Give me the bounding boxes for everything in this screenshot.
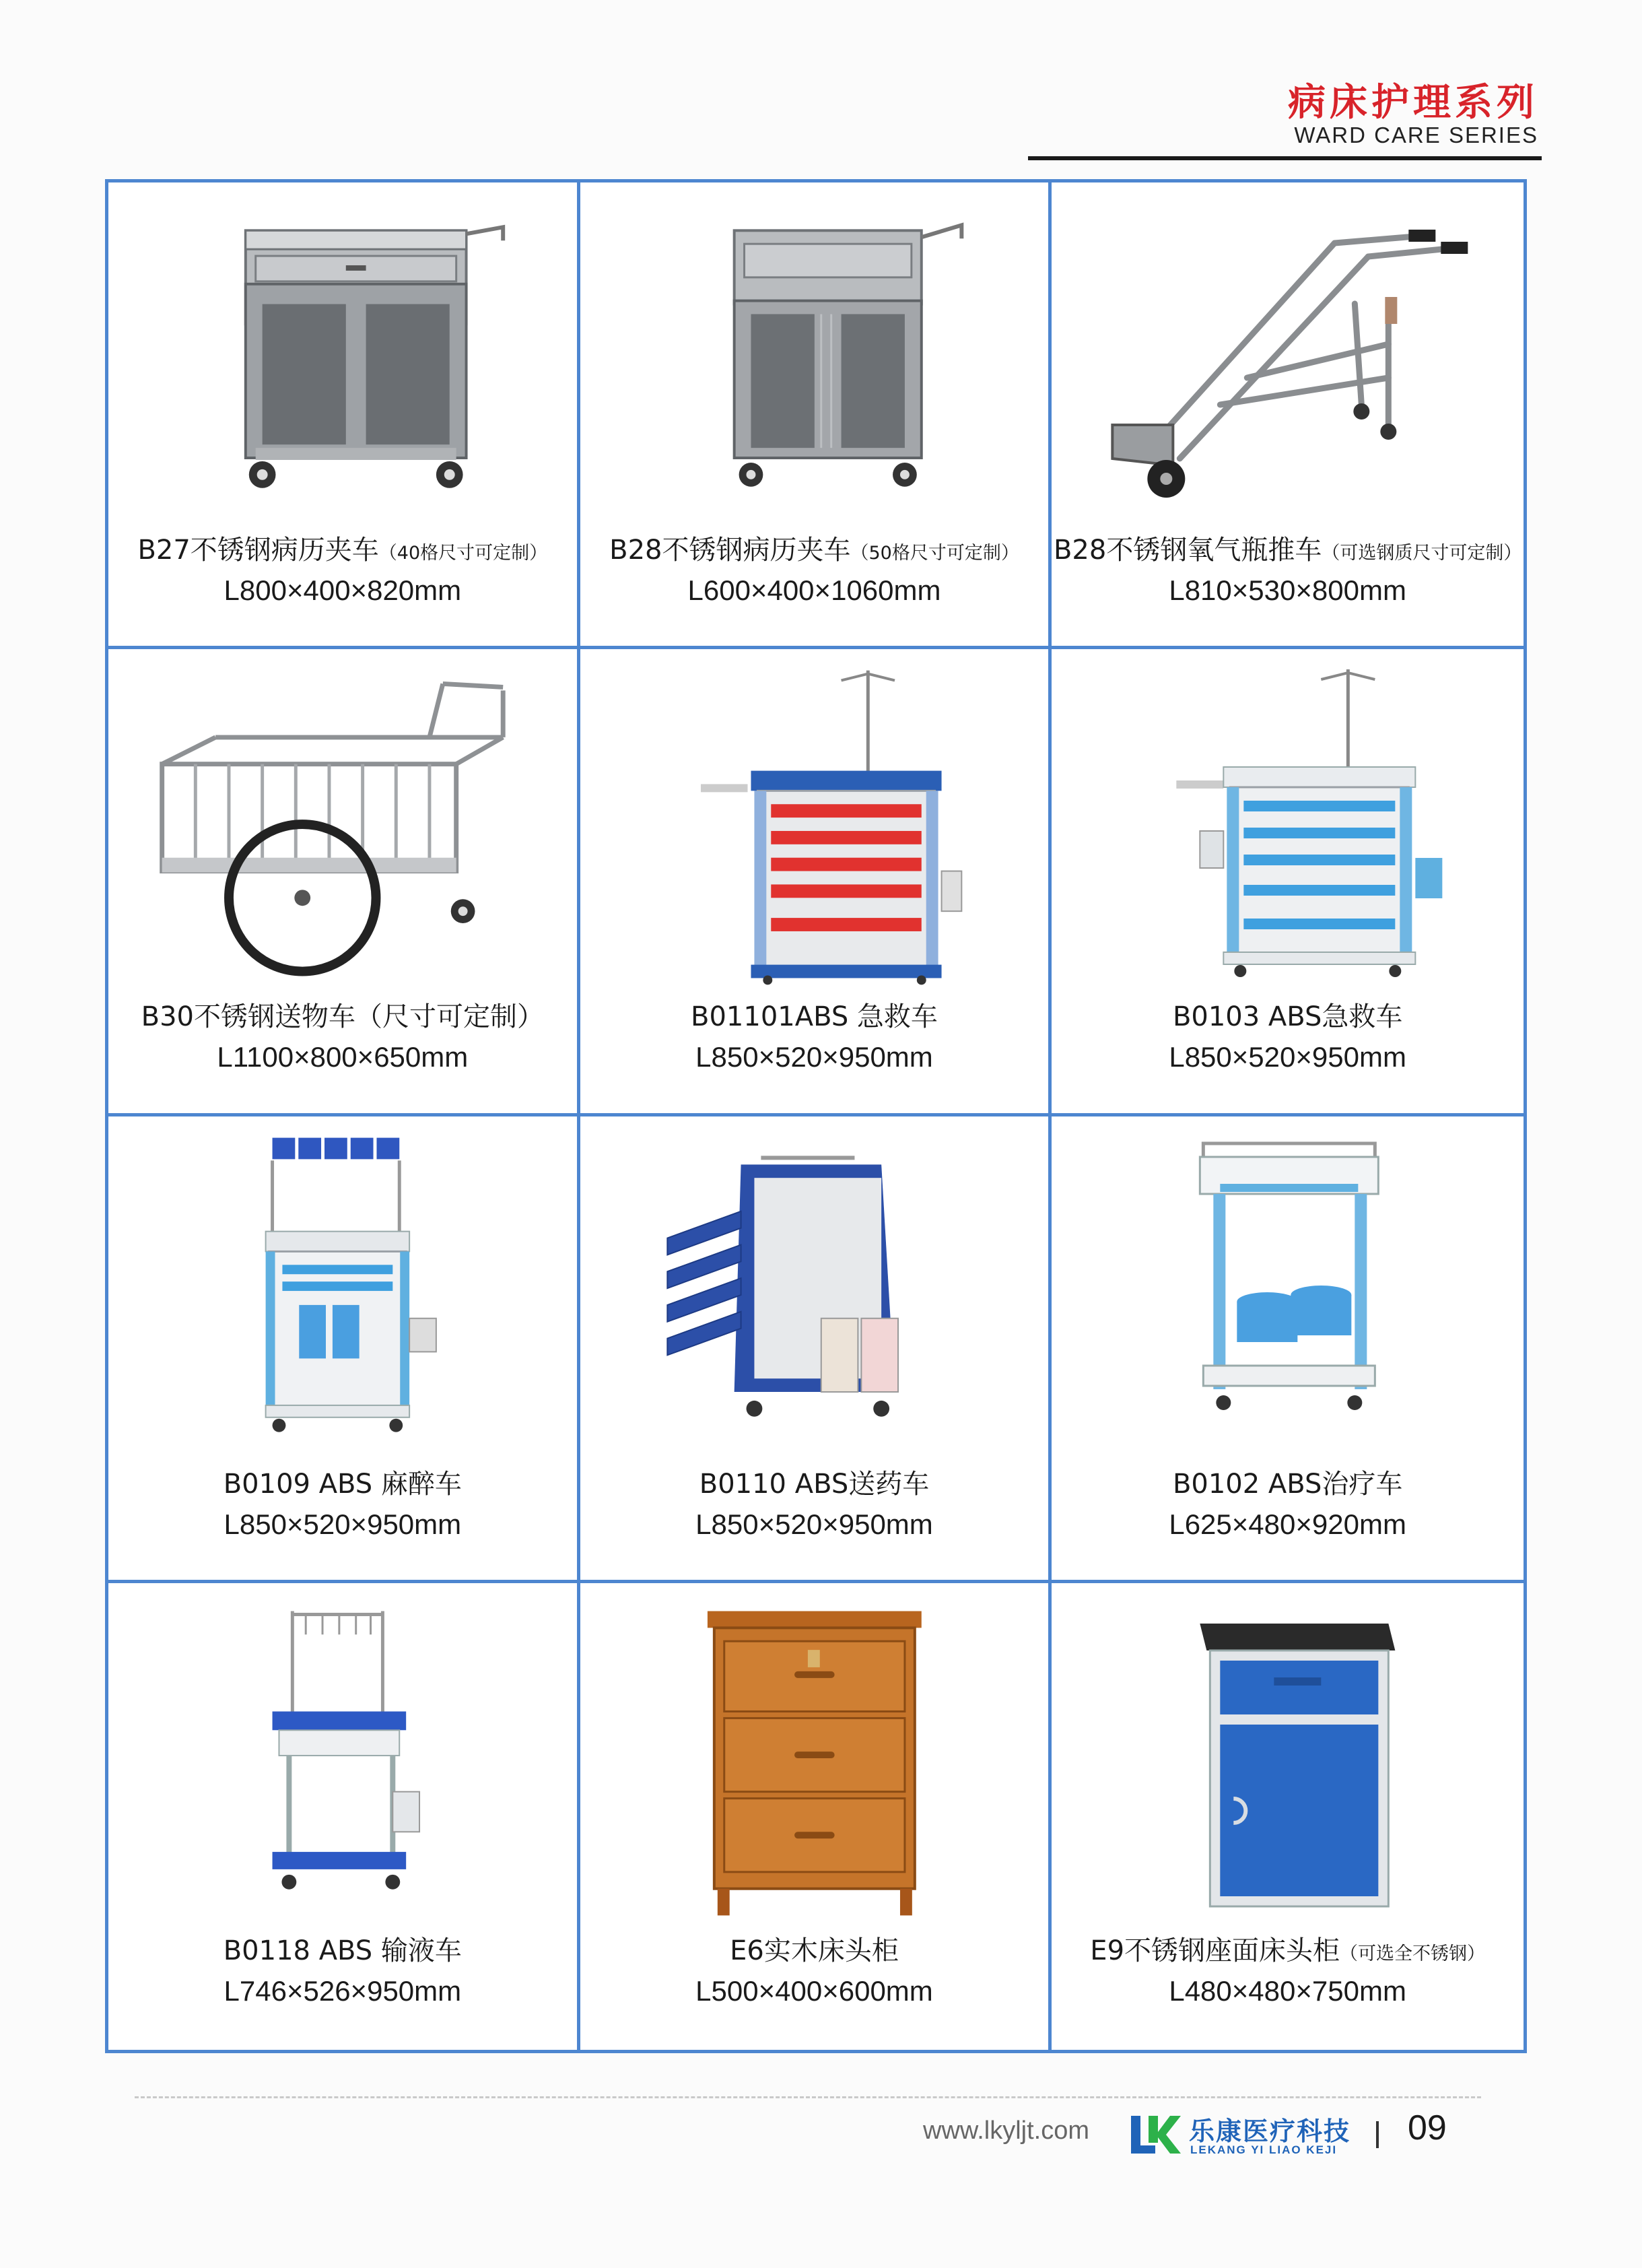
product-name: E9不锈钢座面床头柜（可选全不锈钢） [1090, 1935, 1486, 1966]
product-name: B0102 ABS治疗车 [1172, 1468, 1403, 1500]
product-card [580, 649, 1052, 1116]
infusion-cart-icon [129, 1603, 557, 1920]
brand-name-cn: 乐康医疗科技 [1189, 2116, 1351, 2146]
product-dimensions: L800×400×820mm [224, 574, 462, 606]
product-dimensions: L480×480×750mm [1169, 1974, 1406, 2007]
product-card [580, 1116, 1052, 1583]
product-card [108, 1583, 580, 2050]
anesthesia-cart-icon [129, 1137, 557, 1453]
treatment-cart-icon [1072, 1137, 1503, 1453]
emergency-cart-blue-icon [1072, 669, 1503, 986]
product-card [1052, 649, 1524, 1116]
product-name: B30不锈钢送物车（尺寸可定制） [141, 1001, 544, 1033]
lekang-logo-icon [1128, 2113, 1181, 2156]
product-dimensions: L600×400×1060mm [687, 574, 941, 606]
product-name: B27不锈钢病历夹车（40格尺寸可定制） [137, 535, 548, 566]
emergency-cart-red-icon [601, 669, 1029, 986]
bedside-cabinet-icon [1072, 1603, 1503, 1920]
product-name: E6实木床头柜 [730, 1935, 899, 1966]
product-dimensions: L850×520×950mm [695, 1508, 933, 1540]
product-card [108, 649, 580, 1116]
page-number: 09 [1408, 2108, 1447, 2147]
product-dimensions: L810×530×800mm [1169, 574, 1406, 606]
product-dimensions: L850×520×950mm [1169, 1041, 1406, 1073]
product-card [1052, 1583, 1524, 2050]
medicine-cart-icon [601, 1137, 1029, 1453]
product-card [108, 182, 580, 649]
product-name: B0109 ABS 麻醉车 [223, 1468, 462, 1500]
product-name: B0118 ABS 输液车 [223, 1935, 462, 1966]
website-link[interactable]: www.lkyljt.com [923, 2116, 1090, 2145]
footer-separator [1376, 2121, 1379, 2148]
product-card [1052, 1116, 1524, 1583]
product-name: B0110 ABS送药车 [699, 1468, 930, 1500]
product-dimensions: L500×400×600mm [695, 1974, 933, 2007]
wooden-bedside-cabinet-icon [601, 1603, 1029, 1920]
product-dimensions: L746×526×950mm [224, 1974, 462, 2007]
product-card [580, 1583, 1052, 2050]
stainless-record-trolley-icon [601, 203, 1029, 519]
product-dimensions: L850×520×950mm [224, 1508, 462, 1540]
footer-divider [135, 2096, 1481, 2098]
product-card [1052, 182, 1524, 649]
oxygen-cylinder-cart-icon [1072, 203, 1503, 519]
brand-name-en: LEKANG YI LIAO KEJI [1190, 2143, 1338, 2156]
delivery-cart-icon [129, 669, 557, 986]
stainless-record-trolley-icon [129, 203, 557, 519]
section-title-en: WARD CARE SERIES [1294, 123, 1538, 147]
product-dimensions: L1100×800×650mm [217, 1041, 469, 1073]
product-card [108, 1116, 580, 1583]
product-name: B01101ABS 急救车 [691, 1001, 938, 1033]
header-rule [1028, 156, 1542, 160]
product-grid [105, 179, 1527, 2053]
product-card [580, 182, 1052, 649]
product-dimensions: L625×480×920mm [1169, 1508, 1406, 1540]
product-name: B0103 ABS急救车 [1172, 1001, 1403, 1033]
section-title-cn: 病床护理系列 [1288, 81, 1538, 125]
product-dimensions: L850×520×950mm [695, 1041, 933, 1073]
product-name: B28不锈钢氧气瓶推车（可选钢质尺寸可定制） [1053, 535, 1522, 566]
product-name: B28不锈钢病历夹车（50格尺寸可定制） [609, 535, 1019, 566]
